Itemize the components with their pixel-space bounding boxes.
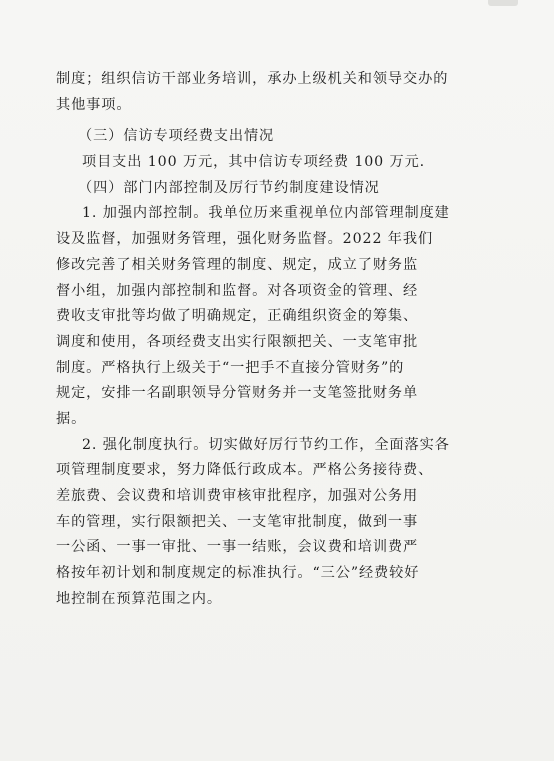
document-body (56, 67, 496, 612)
paragraph-line: 费收支审批等均做了明确规定，正确组织资金的筹集、 (56, 308, 419, 325)
paragraph-line: 规定，安排一名副职领导分管财务并一支笔签批财务单 (56, 385, 419, 402)
paragraph-line: 设及监督，加强财务管理，强化财务监督。2022 年我们 (56, 231, 434, 248)
paragraph-line: 制度。严格执行上级关于“一把手不直接分管财务”的 (56, 359, 405, 376)
paragraph-line: 差旅费、会议费和培训费审核审批程序，加强对公务用 (56, 488, 419, 504)
section-heading: （四）部门内部控制及厉行节约制度建设情况 (78, 179, 380, 196)
paragraph-line: 项管理制度要求，努力降低行政成本。严格公务接待费、 (56, 462, 434, 479)
paragraph-line: 据。 (56, 410, 87, 427)
paragraph-line: 1. 加强内部控制。我单位历来重视单位内部管理制度建 (82, 205, 450, 222)
section-heading: （三）信访专项经费支出情况 (78, 128, 275, 145)
paragraph-line: 其他事项。 (56, 96, 132, 113)
paragraph-line: 制度；组织信访干部业务培训，承办上级机关和领导交办的 (56, 71, 449, 87)
paragraph-line: 项目支出 100 万元，其中信访专项经费 100 万元. (82, 154, 426, 171)
paragraph-line: 格按年初计划和制度规定的标准执行。“三公”经费较好 (56, 565, 420, 582)
paragraph-line: 一公函、一事一审批、一事一结账，会议费和培训费严 (56, 539, 419, 556)
paragraph-line: 修改完善了相关财务管理的制度、规定，成立了财务监 (56, 256, 419, 273)
paragraph-line: 2. 强化制度执行。切实做好厉行节约工作，全面落实各 (82, 436, 450, 453)
paragraph-line: 调度和使用，各项经费支出实行限额把关、一支笔审批 (56, 333, 419, 350)
paragraph-line: 车的管理，实行限额把关、一支笔审批制度，做到一事 (56, 513, 419, 530)
paragraph-line: 督小组，加强内部控制和监督。对各项资金的管理、经 (56, 282, 419, 299)
scan-corner-mark (488, 0, 518, 6)
paragraph-line: 地控制在预算范围之内。 (56, 590, 222, 607)
